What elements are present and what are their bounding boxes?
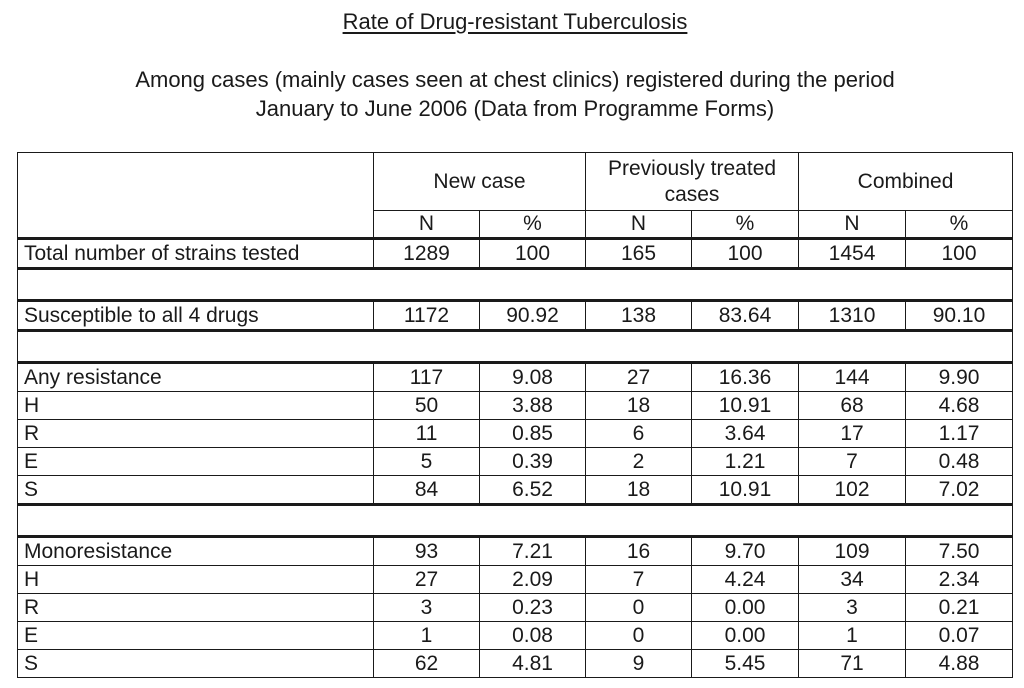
count-cell: 27	[374, 566, 480, 594]
count-cell: 34	[799, 566, 906, 594]
count-cell: 165	[586, 239, 692, 269]
spacer-cell	[18, 269, 1013, 301]
count-cell: 9	[586, 650, 692, 678]
count-cell: 7	[586, 566, 692, 594]
count-cell: 3	[374, 594, 480, 622]
subheader-percent: %	[692, 211, 799, 239]
count-cell: 27	[586, 363, 692, 392]
table-row	[18, 566, 1013, 594]
percent-cell: 0.08	[480, 622, 586, 650]
percent-cell: 2.34	[906, 566, 1013, 594]
subheader-percent: %	[906, 211, 1013, 239]
count-cell: 117	[374, 363, 480, 392]
percent-cell: 4.81	[480, 650, 586, 678]
count-cell: 68	[799, 392, 906, 420]
percent-cell: 0.07	[906, 622, 1013, 650]
row-label: E	[18, 622, 374, 650]
row-label: Susceptible to all 4 drugs	[18, 301, 374, 331]
subheader-n: N	[374, 211, 480, 239]
section-spacer-row	[18, 269, 1013, 301]
count-cell: 17	[799, 420, 906, 448]
table-row	[18, 594, 1013, 622]
spacer-cell	[18, 505, 1013, 537]
percent-cell: 9.70	[692, 537, 799, 566]
percent-cell: 7.50	[906, 537, 1013, 566]
percent-cell: 4.68	[906, 392, 1013, 420]
spacer-cell	[18, 331, 1013, 363]
count-cell: 109	[799, 537, 906, 566]
percent-cell: 83.64	[692, 301, 799, 331]
row-label: R	[18, 594, 374, 622]
count-cell: 1310	[799, 301, 906, 331]
table-row	[18, 239, 1013, 269]
percent-cell: 4.24	[692, 566, 799, 594]
row-label: E	[18, 448, 374, 476]
table-row	[18, 650, 1013, 678]
table-row	[18, 392, 1013, 420]
count-cell: 138	[586, 301, 692, 331]
count-cell: 5	[374, 448, 480, 476]
percent-cell: 10.91	[692, 392, 799, 420]
count-cell: 6	[586, 420, 692, 448]
percent-cell: 10.91	[692, 476, 799, 505]
row-label: S	[18, 650, 374, 678]
count-cell: 62	[374, 650, 480, 678]
section-spacer-row	[18, 331, 1013, 363]
percent-cell: 0.48	[906, 448, 1013, 476]
percent-cell: 1.17	[906, 420, 1013, 448]
percent-cell: 90.92	[480, 301, 586, 331]
count-cell: 1289	[374, 239, 480, 269]
count-cell: 84	[374, 476, 480, 505]
percent-cell: 100	[906, 239, 1013, 269]
row-label: H	[18, 392, 374, 420]
table-row	[18, 301, 1013, 331]
count-cell: 1	[374, 622, 480, 650]
subtitle-line-1: Among cases (mainly cases seen at chest clinics) registered during the period	[135, 67, 895, 92]
count-cell: 93	[374, 537, 480, 566]
percent-cell: 3.64	[692, 420, 799, 448]
count-cell: 102	[799, 476, 906, 505]
count-cell: 144	[799, 363, 906, 392]
percent-cell: 0.00	[692, 594, 799, 622]
table-row	[18, 476, 1013, 505]
table-row	[18, 363, 1013, 392]
count-cell: 1172	[374, 301, 480, 331]
count-cell: 1	[799, 622, 906, 650]
section-spacer-row	[18, 505, 1013, 537]
percent-cell: 9.90	[906, 363, 1013, 392]
subheader-n: N	[799, 211, 906, 239]
table-row	[18, 448, 1013, 476]
subheader-percent: %	[480, 211, 586, 239]
row-label: R	[18, 420, 374, 448]
count-cell: 3	[799, 594, 906, 622]
percent-cell: 7.02	[906, 476, 1013, 505]
group-header-new-case: New case	[374, 153, 586, 211]
percent-cell: 5.45	[692, 650, 799, 678]
table-row	[18, 622, 1013, 650]
count-cell: 1454	[799, 239, 906, 269]
percent-cell: 0.85	[480, 420, 586, 448]
percent-cell: 7.21	[480, 537, 586, 566]
resistance-table	[17, 152, 1013, 678]
row-label: Any resistance	[18, 363, 374, 392]
percent-cell: 0.21	[906, 594, 1013, 622]
percent-cell: 4.88	[906, 650, 1013, 678]
percent-cell: 1.21	[692, 448, 799, 476]
percent-cell: 100	[692, 239, 799, 269]
group-header-previously-treated: Previously treated cases	[586, 153, 799, 211]
count-cell: 0	[586, 594, 692, 622]
percent-cell: 6.52	[480, 476, 586, 505]
row-label: H	[18, 566, 374, 594]
percent-cell: 16.36	[692, 363, 799, 392]
percent-cell: 100	[480, 239, 586, 269]
subtitle-line-2: January to June 2006 (Data from Programme Forms)	[255, 96, 775, 121]
percent-cell: 9.08	[480, 363, 586, 392]
percent-cell: 90.10	[906, 301, 1013, 331]
count-cell: 18	[586, 392, 692, 420]
count-cell: 71	[799, 650, 906, 678]
percent-cell: 3.88	[480, 392, 586, 420]
subheader-n: N	[586, 211, 692, 239]
count-cell: 18	[586, 476, 692, 505]
count-cell: 2	[586, 448, 692, 476]
percent-cell: 0.00	[692, 622, 799, 650]
group-header-combined: Combined	[799, 153, 1013, 211]
row-label: S	[18, 476, 374, 505]
row-label: Monoresistance	[18, 537, 374, 566]
document-title: Rate of Drug-resistant Tuberculosis	[342, 9, 688, 34]
corner-cell	[18, 153, 374, 239]
table-row	[18, 537, 1013, 566]
count-cell: 50	[374, 392, 480, 420]
count-cell: 11	[374, 420, 480, 448]
table-row	[18, 420, 1013, 448]
percent-cell: 0.39	[480, 448, 586, 476]
percent-cell: 0.23	[480, 594, 586, 622]
count-cell: 16	[586, 537, 692, 566]
count-cell: 0	[586, 622, 692, 650]
count-cell: 7	[799, 448, 906, 476]
group-header-row	[18, 153, 1013, 211]
percent-cell: 2.09	[480, 566, 586, 594]
row-label: Total number of strains tested	[18, 239, 374, 269]
